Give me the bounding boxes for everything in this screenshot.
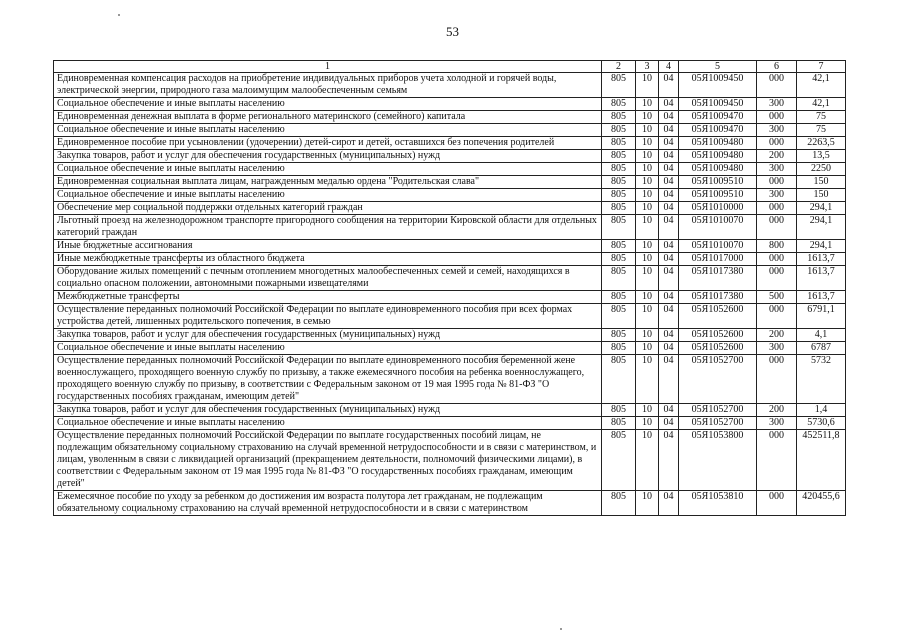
row-code-cell: 5732 [797,355,846,404]
row-code-cell: 10 [636,304,659,329]
header-cell: 7 [797,61,846,73]
row-code-cell: 1613,7 [797,253,846,266]
row-code-cell: 452511,8 [797,430,846,491]
row-code-cell: 05Я1009480 [679,137,757,150]
row-code-cell: 000 [757,73,797,98]
row-description: Обеспечение мер социальной поддержки отдельных категорий граждан [54,202,602,215]
row-code-cell: 000 [757,253,797,266]
row-code-cell: 805 [602,430,636,491]
table-row [54,417,846,430]
row-code-cell: 05Я1009480 [679,163,757,176]
row-code-cell: 294,1 [797,215,846,240]
row-code-cell: 04 [659,266,679,291]
page-number: 53 [446,24,459,39]
row-description: Закупка товаров, работ и услуг для обеспечения государственных (муниципальных) нужд [54,329,602,342]
row-code-cell: 1613,7 [797,291,846,304]
row-code-cell: 04 [659,491,679,516]
row-code-cell: 10 [636,491,659,516]
table-row [54,253,846,266]
row-code-cell: 10 [636,291,659,304]
row-code-cell: 805 [602,215,636,240]
row-code-cell: 05Я1053800 [679,430,757,491]
row-code-cell: 805 [602,189,636,202]
row-description: Иные бюджетные ассигнования [54,240,602,253]
row-code-cell: 10 [636,404,659,417]
row-code-cell: 000 [757,355,797,404]
row-code-cell: 04 [659,73,679,98]
row-code-cell: 200 [757,150,797,163]
row-code-cell: 6787 [797,342,846,355]
row-code-cell: 805 [602,240,636,253]
row-code-cell: 05Я1052700 [679,404,757,417]
row-code-cell: 805 [602,342,636,355]
row-code-cell: 05Я1052700 [679,355,757,404]
row-code-cell: 805 [602,176,636,189]
row-code-cell: 05Я1009480 [679,150,757,163]
row-description: Осуществление переданных полномочий Российской Федерации по выплате единовременного пособия беременной жене военнослужащего, проходящего военную службу по призыву, а также ежемесячного пособия на ребенка военнослужащего, проходящего военную службу по призыву, в соответствии с Федеральным законом от 19 мая 1995 года № 81-ФЗ "О государственных пособиях гражданам, имеющим детей" [54,355,602,404]
table-row [54,355,846,404]
row-code-cell: 04 [659,202,679,215]
row-code-cell: 805 [602,137,636,150]
row-description: Закупка товаров, работ и услуг для обеспечения государственных (муниципальных) нужд [54,404,602,417]
row-code-cell: 42,1 [797,73,846,98]
table-header-row [54,61,846,73]
row-code-cell: 805 [602,73,636,98]
row-description: Закупка товаров, работ и услуг для обеспечения государственных (муниципальных) нужд [54,150,602,163]
row-code-cell: 000 [757,304,797,329]
row-code-cell: 6791,1 [797,304,846,329]
row-code-cell: 1613,7 [797,266,846,291]
header-cell: 1 [54,61,602,73]
row-code-cell: 000 [757,491,797,516]
row-code-cell: 805 [602,355,636,404]
row-code-cell: 04 [659,124,679,137]
row-description: Единовременная денежная выплата в форме регионального материнского (семейного) капитала [54,111,602,124]
table-row [54,124,846,137]
table-row [54,266,846,291]
row-code-cell: 805 [602,304,636,329]
row-code-cell: 150 [797,176,846,189]
table-body [54,73,846,516]
row-description: Осуществление переданных полномочий Российской Федерации по выплате государственных пособий лицам, не подлежащим обязательному социальному страхованию на случай временной нетрудоспособности и в связи с материнством, и лицам, уволенным в связи с ликвидацией организаций (прекращением деятельности, полномочий физическими лицами), в соответствии с Федеральным законом от 19 мая 1995 года № 81-ФЗ "О государственных пособиях гражданам, имеющим детей" [54,430,602,491]
row-code-cell: 04 [659,240,679,253]
row-code-cell: 000 [757,266,797,291]
table-row [54,240,846,253]
row-code-cell: 05Я1009510 [679,176,757,189]
row-code-cell: 000 [757,202,797,215]
row-description: Социальное обеспечение и иные выплаты населению [54,189,602,202]
row-code-cell: 04 [659,304,679,329]
row-code-cell: 10 [636,73,659,98]
row-code-cell: 10 [636,124,659,137]
row-code-cell: 294,1 [797,240,846,253]
header-cell: 2 [602,61,636,73]
row-code-cell: 04 [659,163,679,176]
row-code-cell: 05Я1052700 [679,417,757,430]
row-code-cell: 10 [636,137,659,150]
row-code-cell: 10 [636,150,659,163]
row-code-cell: 05Я1052600 [679,329,757,342]
scan-speck [560,628,562,630]
row-code-cell: 05Я1009450 [679,98,757,111]
row-code-cell: 04 [659,355,679,404]
row-code-cell: 10 [636,240,659,253]
row-code-cell: 2250 [797,163,846,176]
row-code-cell: 10 [636,266,659,291]
row-code-cell: 150 [797,189,846,202]
row-code-cell: 10 [636,176,659,189]
row-description: Единовременная социальная выплата лицам, награжденным медалью ордена "Родительская слава" [54,176,602,189]
row-code-cell: 805 [602,253,636,266]
row-code-cell: 10 [636,430,659,491]
row-code-cell: 05Я1052600 [679,342,757,355]
row-code-cell: 500 [757,291,797,304]
row-code-cell: 05Я1009470 [679,124,757,137]
row-code-cell: 805 [602,124,636,137]
row-code-cell: 10 [636,329,659,342]
row-code-cell: 04 [659,137,679,150]
table-row [54,329,846,342]
row-code-cell: 13,5 [797,150,846,163]
row-code-cell: 805 [602,291,636,304]
row-description: Социальное обеспечение и иные выплаты населению [54,98,602,111]
row-description: Социальное обеспечение и иные выплаты населению [54,124,602,137]
header-cell: 3 [636,61,659,73]
row-code-cell: 10 [636,111,659,124]
row-code-cell: 4,1 [797,329,846,342]
header-cell: 5 [679,61,757,73]
row-code-cell: 05Я1010000 [679,202,757,215]
row-description: Единовременное пособие при усыновлении (удочерении) детей-сирот и детей, оставшихся без попечения родителей [54,137,602,150]
row-code-cell: 10 [636,163,659,176]
header-cell: 4 [659,61,679,73]
row-code-cell: 000 [757,137,797,150]
row-code-cell: 5730,6 [797,417,846,430]
table-row [54,342,846,355]
row-code-cell: 420455,6 [797,491,846,516]
scan-speck [118,14,120,16]
row-description: Социальное обеспечение и иные выплаты населению [54,417,602,430]
row-code-cell: 05Я1017380 [679,291,757,304]
table-row [54,111,846,124]
table-row [54,202,846,215]
row-code-cell: 805 [602,417,636,430]
row-description: Оборудование жилых помещений с печным отоплением многодетных малообеспеченных семей и семей, находящихся в социально опасном положении, автономными пожарными извещателями [54,266,602,291]
row-code-cell: 10 [636,253,659,266]
row-code-cell: 10 [636,189,659,202]
row-code-cell: 300 [757,417,797,430]
table-row [54,150,846,163]
row-code-cell: 05Я1052600 [679,304,757,329]
row-code-cell: 42,1 [797,98,846,111]
row-code-cell: 05Я1009470 [679,111,757,124]
row-code-cell: 300 [757,124,797,137]
row-code-cell: 05Я1053810 [679,491,757,516]
table-row [54,491,846,516]
row-code-cell: 04 [659,430,679,491]
row-code-cell: 75 [797,111,846,124]
row-code-cell: 04 [659,215,679,240]
row-code-cell: 04 [659,404,679,417]
row-description: Межбюджетные трансферты [54,291,602,304]
row-code-cell: 04 [659,176,679,189]
row-code-cell: 05Я1009510 [679,189,757,202]
row-code-cell: 805 [602,202,636,215]
row-code-cell: 10 [636,417,659,430]
table-row [54,98,846,111]
row-code-cell: 000 [757,430,797,491]
row-code-cell: 10 [636,355,659,404]
row-code-cell: 805 [602,404,636,417]
row-code-cell: 04 [659,417,679,430]
row-description: Ежемесячное пособие по уходу за ребенком до достижения им возраста полутора лет гражданам, не подлежащим обязательному социальному страхованию на случай временной нетрудоспособности и в связи с материнством [54,491,602,516]
row-code-cell: 200 [757,329,797,342]
row-code-cell: 05Я1009450 [679,73,757,98]
row-code-cell: 300 [757,342,797,355]
row-code-cell: 05Я1010070 [679,240,757,253]
row-code-cell: 294,1 [797,202,846,215]
row-code-cell: 805 [602,266,636,291]
row-code-cell: 300 [757,163,797,176]
row-code-cell: 04 [659,342,679,355]
table-row [54,291,846,304]
row-code-cell: 000 [757,176,797,189]
row-description: Льготный проезд на железнодорожном транспорте пригородного сообщения на территории Кировской области для отдельных категорий граждан [54,215,602,240]
row-code-cell: 04 [659,253,679,266]
row-code-cell: 05Я1017000 [679,253,757,266]
row-code-cell: 000 [757,111,797,124]
row-code-cell: 805 [602,150,636,163]
row-code-cell: 04 [659,189,679,202]
row-description: Социальное обеспечение и иные выплаты населению [54,342,602,355]
row-description: Социальное обеспечение и иные выплаты населению [54,163,602,176]
row-code-cell: 300 [757,189,797,202]
table-row [54,404,846,417]
row-code-cell: 805 [602,98,636,111]
table-row [54,176,846,189]
row-code-cell: 2263,5 [797,137,846,150]
row-code-cell: 04 [659,329,679,342]
table-row [54,430,846,491]
row-code-cell: 805 [602,111,636,124]
row-code-cell: 800 [757,240,797,253]
row-code-cell: 04 [659,98,679,111]
table-row [54,137,846,150]
row-code-cell: 04 [659,150,679,163]
row-code-cell: 805 [602,491,636,516]
row-code-cell: 805 [602,163,636,176]
row-code-cell: 75 [797,124,846,137]
row-code-cell: 300 [757,98,797,111]
row-code-cell: 805 [602,329,636,342]
row-code-cell: 1,4 [797,404,846,417]
row-code-cell: 10 [636,202,659,215]
row-description: Осуществление переданных полномочий Российской Федерации по выплате единовременного пособия при всех формах устройства детей, лишенных родительского попечения, в семью [54,304,602,329]
row-code-cell: 05Я1017380 [679,266,757,291]
row-description: Иные межбюджетные трансферты из областного бюджета [54,253,602,266]
budget-table [53,60,846,516]
row-code-cell: 000 [757,215,797,240]
row-code-cell: 05Я1010070 [679,215,757,240]
table-row [54,73,846,98]
row-code-cell: 10 [636,342,659,355]
table-row [54,304,846,329]
row-code-cell: 200 [757,404,797,417]
table-row [54,215,846,240]
row-code-cell: 10 [636,215,659,240]
row-code-cell: 04 [659,291,679,304]
header-cell: 6 [757,61,797,73]
table-row [54,189,846,202]
table-row [54,163,846,176]
row-code-cell: 10 [636,98,659,111]
row-description: Единовременная компенсация расходов на приобретение индивидуальных приборов учета холодной и горячей воды, электрической энергии, природного газа малоимущим малообеспеченным семьям [54,73,602,98]
row-code-cell: 04 [659,111,679,124]
